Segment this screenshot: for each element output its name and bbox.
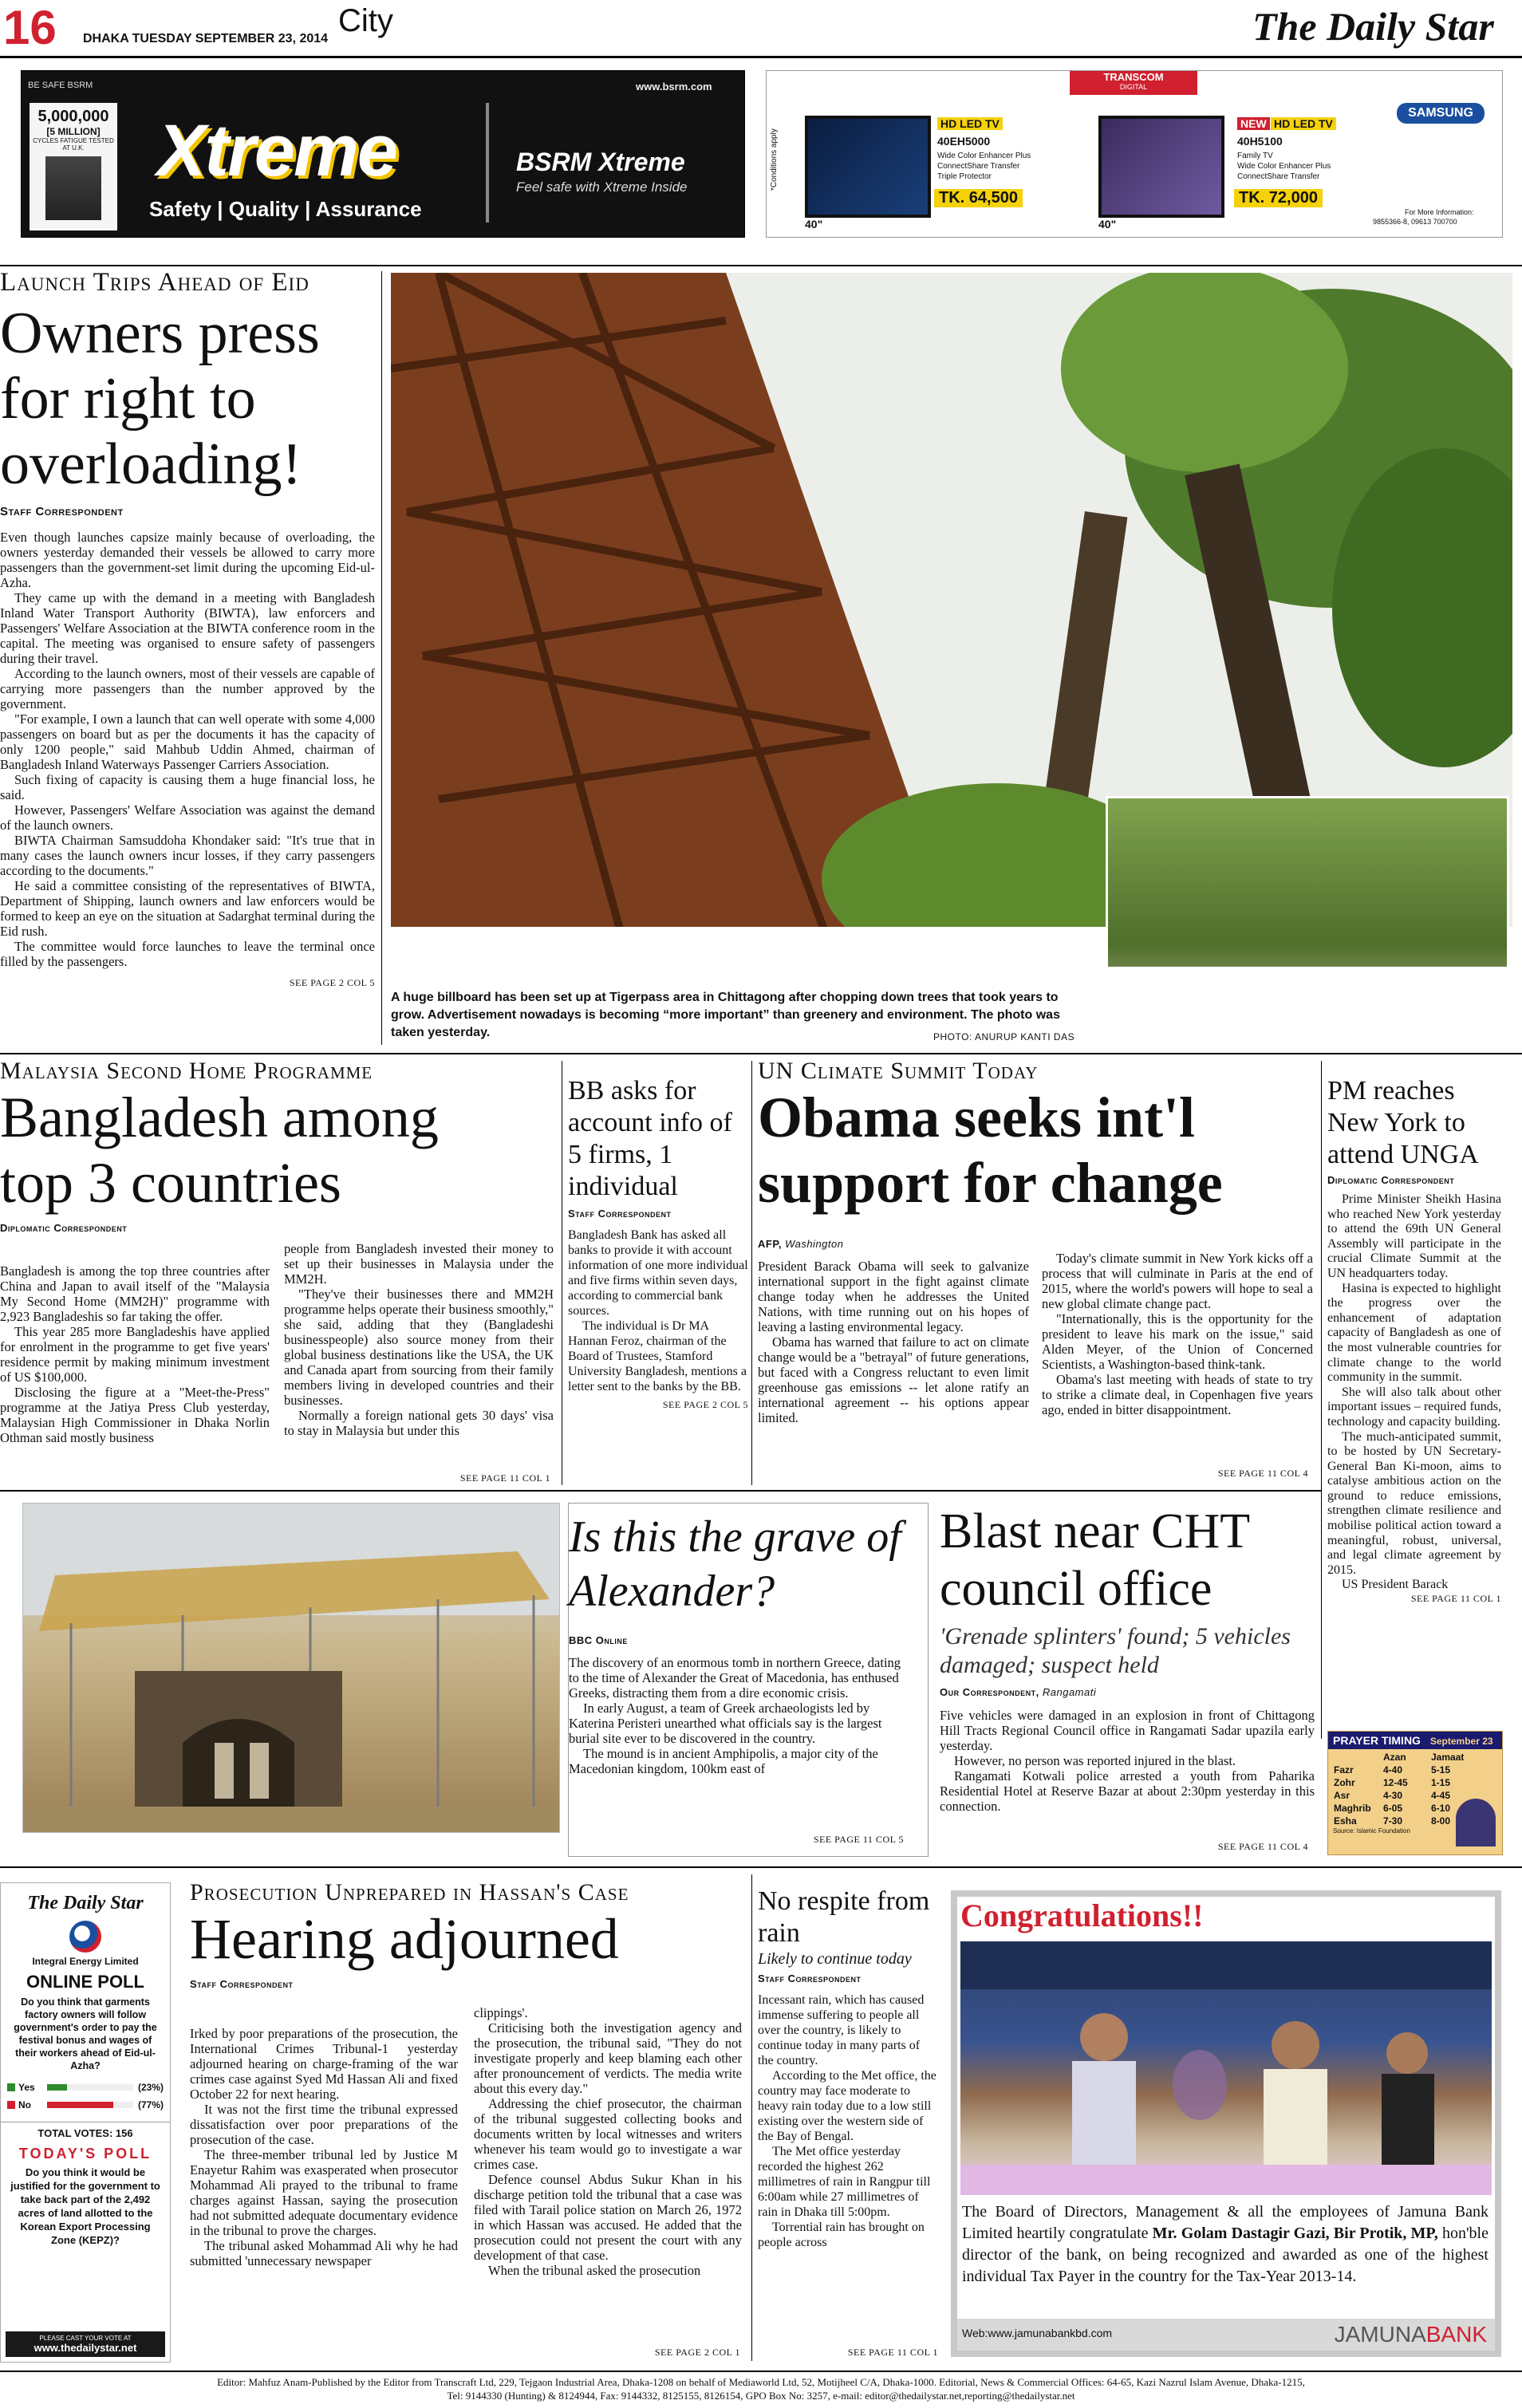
bsrm-logo2-sub: Feel safe with Xtreme Inside (516, 179, 688, 195)
paragraph: In early August, a team of Greek archaeologists led by Katerina Peristeri unearthed what officials say is the largest burial site ever to be discovered in the country. (569, 1701, 882, 1746)
tomb-photo-art (23, 1504, 559, 1832)
paragraph: The tribunal asked Mohammad Ali why he had submitted 'unnecessary newspaper (190, 2238, 458, 2268)
prayer-name: Asr (1334, 1790, 1350, 1801)
story-col-1 (0, 1263, 270, 1445)
poll-yes-value: (23%) (137, 2082, 164, 2093)
dateline: DHAKA TUESDAY SEPTEMBER 23, 2014 (83, 32, 329, 45)
tv1-feature: ConnectShare Transfer (937, 162, 1020, 171)
poll-cast-box[interactable] (6, 2331, 165, 2357)
congrats-text-pre: The Board of Directors, Management & all the employees of Jamuna Bank Limited heartily congratulate (962, 2203, 1488, 2242)
poll-yes-label: Yes (18, 2082, 35, 2093)
jamuna-logo (1335, 2322, 1487, 2347)
prayer-azan: 4-40 (1383, 1764, 1403, 1775)
poll-no-dot-icon (7, 2101, 15, 2109)
tv2-features (1237, 151, 1331, 182)
poll-no-value: (77%) (137, 2099, 164, 2110)
paragraph: He said a committee consisting of the representatives of BIWTA, Department of Shipping, launch owners and law enforcers would be formed to keep an eye on the situation at Sadarghat terminal during the Eid rush. (0, 878, 375, 939)
paragraph: Torrential rain has brought on people across (758, 2221, 925, 2249)
billboard-photo (391, 273, 1512, 967)
paragraph: Addressing the chief prosecutor, the chairman of the tribunal suggested collecting books and documents written by local witnesses and writers whenever his team would go to investigate a war crimes case. (474, 2096, 742, 2172)
poll-yes-bar (47, 2084, 67, 2091)
subhead: 'Grenade splinters' found; 5 vehicles damaged; suspect held (940, 1623, 1291, 1678)
headline: No respite from rain (758, 1886, 930, 1948)
hrule (0, 1866, 1522, 1868)
bsrm-brand: Xtreme (157, 110, 396, 191)
conditions-note: *Conditions apply (770, 128, 779, 191)
prayer-name: Zohr (1334, 1777, 1355, 1788)
congrats-text-post: hon'ble director of the bank, on being recognized and awarded as one of the highest individual Tax Payer in the country for the Tax-Year 2013-14. (962, 2225, 1488, 2285)
footer-rule (0, 2371, 1522, 2372)
bb-story (568, 1075, 748, 1411)
masthead (0, 0, 1522, 64)
paragraph: Criticising both the investigation agency and the prosecution, the tribunal said, "They do not investigate properly and keep blaming each other after pronouncement of verdicts. The media write about this every day." (474, 2020, 742, 2096)
poll-yes-track (47, 2084, 133, 2091)
bsrm-count: 5,000,000 (37, 108, 109, 125)
bsrm-small-logo: BE SAFE BSRM (28, 81, 93, 90)
see-page-link[interactable]: SEE PAGE 2 COL 5 (662, 1399, 748, 1410)
paragraph: Incessant rain, which has caused immense suffering to people all over the country, is likely to continue today in many parts of the country. (758, 1993, 925, 2067)
tv1-model: 40EH5000 (937, 135, 991, 148)
photo-credit: PHOTO: ANURUP KANTI DAS (933, 1031, 1075, 1042)
prayer-jamaat: 8-00 (1431, 1815, 1451, 1827)
paragraph: people from Bangladesh invested their money to set up their businesses in Malaysia under the MM2H. (284, 1241, 554, 1287)
tv1-feature: Triple Protector (937, 172, 992, 181)
paragraph: According to the launch owners, most of their vessels are capable of carrying more passengers than the number approved by the government. (0, 666, 375, 711)
poll-no-label: No (18, 2099, 31, 2110)
prayer-col: Jamaat (1431, 1752, 1465, 1763)
poll-title: ONLINE POLL (26, 1972, 144, 1992)
tomb-photo (22, 1503, 560, 1833)
paragraph: The individual is Dr MA Hannan Feroz, chairman of the Board of Trustees, Stamford University Bangladesh, mentions a letter sent to the banks by the BB. (568, 1319, 747, 1393)
byline-place: Rangamati (1042, 1686, 1097, 1698)
paragraph: The mound is in ancient Amphipolis, a major city of the Macedonian kingdom, 100km east of (569, 1746, 878, 1776)
prayer-date: September 23 (1429, 1736, 1493, 1747)
headline: Obama seeks int'l support for change (758, 1086, 1223, 1215)
pm-story (1327, 1075, 1501, 1605)
see-page-link[interactable]: SEE PAGE 2 COL 5 (289, 977, 375, 988)
alexander-story (568, 1503, 929, 1857)
masthead-rule (0, 56, 1522, 58)
info-label: For More Information: (1405, 208, 1474, 216)
paragraph: Hasina is expected to highlight the progress over the enhancement of adaptation capacity of Bangladesh as one of the most vulnerable countries for climate change to the world community in the summit. (1327, 1281, 1501, 1385)
photo-caption: A huge billboard has been set up at Tigerpass area in Chittagong after chopping down trees that took years to grow. Advertisement nowadays is becoming “more important” than greenery and environment. The photo was taken yesterday. (391, 991, 1060, 1039)
paragraph: Disclosing the figure at a "Meet-the-Press" programme at the Jatiya Press Club yesterday, Malaysian High Commissioner in Dhaka Norlin Othman said mostly business (0, 1385, 270, 1445)
tv1-features (937, 151, 1031, 182)
online-poll (0, 1882, 171, 2363)
paragraph: When the tribunal asked the prosecution (488, 2263, 701, 2278)
paragraph: BIWTA Chairman Samsuddoha Khondaker said: "It's true that in many cases the launch owners incur losses, if they carry passengers according to the documents." (0, 833, 375, 878)
story-body (940, 1708, 1315, 1814)
subhead: Likely to continue today (758, 1950, 912, 1968)
transcom-bar (1070, 71, 1197, 95)
info-phone: 9855366-8, 09613 700700 (1373, 218, 1457, 226)
paragraph: Bangladesh Bank has asked all banks to provide it with account information of one more individual and five firms within seven days, according to commercial bank sources. (568, 1228, 748, 1318)
poll-today-question: Do you think it would be justified for the government to take back part of the 2,492 acres of land allotted to the Korean Export Processing Zone (KEPZ)? (10, 2166, 160, 2246)
award-photo (960, 1941, 1492, 2195)
paragraph: Normally a foreign national gets 30 days' visa to stay in Malaysia but under this (284, 1408, 554, 1438)
prayer-azan: 7-30 (1383, 1815, 1403, 1827)
see-page-link[interactable]: SEE PAGE 11 COL 1 (847, 2347, 938, 2358)
poll-sponsor: Integral Energy Limited (32, 1956, 139, 1967)
hrule (0, 1490, 1321, 1492)
story-body (0, 530, 375, 969)
paragraph: It was not the first time the tribunal expressed dissatisfaction over poor preparations of the prosecution of the case. (190, 2102, 458, 2147)
poll-total: TOTAL VOTES: 156 (1, 2122, 170, 2139)
paragraph: Even though launches capsize mainly because of overloading, the owners yesterday demanded their vessels be allowed to carry more passengers than the government-set limit during the upcoming Eid-ul-Azha. (0, 530, 375, 590)
paragraph: Prime Minister Sheikh Hasina who reached New York yesterday to attend the 69th UN General Assembly will participate in the crucial Climate Summit at the UN headquarters today. (1327, 1192, 1501, 1280)
kicker: UN Climate Summit Today (758, 1058, 1039, 1084)
paragraph: Obama has warned that failure to act on climate change would be a "betrayal" of future generations, but faced with a Congress reluctant to even limit greenhouse gas emissions -- let alone ratify an international agreement -- his options appear limited. (758, 1334, 1029, 1425)
headline: BB asks for account info of 5 firms, 1 individual (568, 1076, 732, 1201)
tv2-tag: HD LED TV (1271, 117, 1336, 130)
headline: Hearing adjourned (190, 1907, 619, 1971)
bsrm-count-note: CYCLES FATIGUE TESTED AT U.K. (33, 137, 114, 152)
byline: Staff Correspondent (758, 1973, 862, 1984)
samsung-logo: SAMSUNG (1397, 103, 1485, 124)
see-page-link[interactable]: SEE PAGE 11 COL 1 (1410, 1593, 1501, 1605)
vrule (751, 1061, 752, 1485)
prayer-header (1328, 1732, 1502, 1749)
jamuna-logo-a: JAMUNA (1334, 2322, 1426, 2347)
paragraph: The Met office yesterday recorded the highest 262 millimetres of rain in Rangpur till 6:00am while 27 millimetres of rain in Dhaka till 5:00pm. (758, 2145, 931, 2219)
story-col-1 (190, 2026, 458, 2268)
cyclist-figure (45, 156, 101, 220)
inset-photo (1106, 796, 1509, 967)
tv1-feature: Wide Color Enhancer Plus (937, 152, 1031, 160)
bsrm-url: www.bsrm.com (636, 81, 712, 93)
poll-no-bar (47, 2102, 113, 2108)
byline-agency: AFP, (758, 1238, 782, 1250)
paragraph: Bangladesh is among the top three countries after China and Japan to avail itself of the "Malaysia My Second Home (MM2H)" programme with 2,923 Bangladeshis so far taking the offer. (0, 1263, 270, 1324)
byline-place: Washington (785, 1238, 844, 1250)
poll-paper-logo: The Daily Star (27, 1893, 144, 1913)
tv1-price: TK. 64,500 (934, 189, 1023, 207)
byline: Diplomatic Correspondent (1327, 1174, 1455, 1186)
vrule (751, 1874, 752, 2361)
prayer-title: PRAYER TIMING (1333, 1734, 1421, 1747)
headline: Is this the grave of Alexander? (569, 1512, 901, 1616)
award-photo-art (960, 1941, 1492, 2195)
paragraph: President Barack Obama will seek to galvanize international support in the fight against climate change today when he addresses the United Nations, with time running out on his hopes of leaving a lasting environmental legacy. (758, 1259, 1029, 1334)
transcom-sub: DIGITAL (1119, 83, 1148, 91)
kicker: Malaysia Second Home Programme (0, 1058, 373, 1084)
poll-question: Do you think that garments factory owners will follow government's order to pay the festival bonus and wages of their workers ahead of Eid-ul-Azha? (14, 1996, 157, 2071)
paragraph: The discovery of an enormous tomb in northern Greece, dating to the time of Alexander the Great of Macedonia, has enthused Greeks, distracting them from a dire economic crisis. (569, 1655, 901, 1701)
byline-name: Our Correspondent, (940, 1686, 1039, 1698)
paragraph: Irked by poor preparations of the prosecution, the International Crimes Tribunal-1 yesterday adjourned hearing on charge-framing of the war crimes case against Syed Md Hassan Ali and fixed October 22 for next hearing. (190, 2026, 458, 2102)
prayer-row (1333, 1789, 1478, 1802)
hrule (0, 1053, 1522, 1054)
paragraph: According to the Met office, the country may face moderate to heavy rain today due to a low still existing over the western side of the Bay of Bengal. (758, 2069, 936, 2143)
jamuna-web[interactable]: Web:www.jamunabankbd.com (962, 2327, 1113, 2339)
paragraph: "For example, I own a launch that can well operate with some 4,000 passengers on board but as per the documents it has the capacity of only 1200 people," said Mahbub Uddin Ahmed, chairman of Bangladesh Inland Waterways Passenger Carriers Association. (0, 711, 375, 772)
tv2-new-badge: NEW (1237, 117, 1270, 130)
poll-yes-row (7, 2082, 164, 2093)
paragraph: clippings'. (474, 2005, 528, 2020)
mosque-icon (1456, 1799, 1496, 1846)
paragraph: Rangamati Kotwali police arrested a youth from Paharika Residential Hotel at Reserve Bazar at about 2:30pm yesterday in this connection. (940, 1768, 1315, 1814)
headline: Blast near CHT council office (940, 1504, 1250, 1616)
malaysia-story (0, 1058, 558, 1488)
story-col-2 (1042, 1251, 1313, 1417)
prayer-row (1333, 1764, 1478, 1776)
tv2-screen (1098, 116, 1224, 218)
tv2-price: TK. 72,000 (1234, 189, 1323, 207)
see-page-link[interactable]: SEE PAGE 2 COL 1 (654, 2347, 740, 2358)
tv2-size: 40" (1098, 218, 1117, 231)
byline: Staff Correspondent (190, 1978, 294, 1990)
poll-cast-label: PLEASE CAST YOUR VOTE AT (39, 2335, 132, 2342)
byline: BBC Online (569, 1634, 628, 1646)
headline: Bangladesh among top 3 countries (0, 1086, 439, 1215)
paragraph: The three-member tribunal led by Justice M Enayetur Rahim was exasperated when prosecutor Mohammad Ali prayed to the tribunal to frame charges against Hassan, saying the prosecution had not submitted adequate documentary evidence in the tribunal to prove the charges. (190, 2147, 458, 2238)
story-body (758, 1992, 938, 2250)
paragraph: "They've their businesses there and MM2H programme helps operate their business smoothly," she said, adding that they (Bangladeshi businesspeople) also source money from their global business destinations like the USA, the UK and Canada apart from sourcing from their family members living in developed countries and their businesses. (284, 1287, 554, 1408)
vrule (1321, 1061, 1322, 1739)
story-body (569, 1655, 912, 1776)
paragraph: She will also talk about other important issues – required funds, technology and capacity building. (1327, 1385, 1501, 1429)
headline: PM reaches New York to attend UNGA (1327, 1076, 1479, 1169)
paragraph: Five vehicles were damaged in an explosion in front of Chittagong Hill Tracts Regional Council office in Rangamati Sadar upazila early yesterday. (940, 1708, 1315, 1753)
bsrm-count-sub: [5 MILLION] (46, 126, 101, 137)
prayer-jamaat: 5-15 (1431, 1764, 1451, 1775)
paragraph: Defence counsel Abdus Sukur Khan in his discharge petition told the tribunal that a case was filed with Tarail police station on March 26, 1972 in which Hassan was accused. He added that the prosecution could not present the court with any development of that case. (474, 2172, 742, 2263)
tv2-model: 40H5100 (1237, 135, 1283, 148)
story-body (1327, 1192, 1501, 1593)
kicker: Launch Trips Ahead of Eid (0, 268, 310, 297)
rain-story (758, 1886, 938, 2358)
jamuna-bank-ad (951, 1890, 1501, 2357)
story-col-2 (474, 2005, 742, 2278)
tv1-screen (805, 116, 931, 218)
see-page-link[interactable]: SEE PAGE 11 COL 4 (1217, 1468, 1308, 1479)
headline: Owners press for right to overloading! (0, 301, 320, 497)
prayer-jamaat: 4-45 (1431, 1790, 1451, 1801)
prayer-azan: 6-05 (1383, 1803, 1403, 1814)
prayer-name: Esha (1334, 1815, 1357, 1827)
imprint (0, 2375, 1522, 2402)
prayer-jamaat: 6-10 (1431, 1803, 1451, 1814)
poll-today-label: TODAY'S POLL (18, 2146, 152, 2162)
obama-story (758, 1058, 1320, 1488)
imprint-line-1: Editor: Mahfuz Anam-Published by the Editor from Transcraft Ltd, 229, Tejgaon Industrial Area, Dhaka-1208 on behalf of Mediaworld Ltd, 52, Motijheel C/A, Dhaka-1000. Editorial, News & Commercial Offices: 64-65, Kazi Nazrul Islam Avenue, Dhaka-1215, (217, 2376, 1305, 2388)
bsrm-logo2: BSRM Xtreme (516, 148, 685, 176)
transcom-name: TRANSCOM (1103, 71, 1164, 83)
honoree-name: Mr. Golam Dastagir Gazi, Bir Protik, MP, (1152, 2225, 1438, 2242)
byline (940, 1686, 1315, 1698)
page-number: 16 (3, 1, 57, 54)
byline: Staff Correspondent (568, 1208, 672, 1220)
kicker: Prosecution Unprepared in Hassan's Case (190, 1879, 629, 1906)
jamuna-footer (957, 2319, 1495, 2351)
byline: Diplomatic Correspondent (0, 1222, 128, 1234)
paragraph: This year 285 more Bangladeshis have applied for enrolment in the programme to get five years' residence permit by making minimum investment of US $100,000. (0, 1324, 270, 1385)
imprint-line-2: Tel: 9144330 (Hunting) & 8124944, Fax: 9144332, 8125155, 8126154, GPO Box No: 3257, e-mail: editor@thedailystar.net,reporting@thedailystar.net (447, 2390, 1075, 2402)
samsung-ad (766, 70, 1503, 238)
prayer-azan: 4-30 (1383, 1790, 1403, 1801)
byline: Staff Correspondent (0, 505, 124, 518)
integral-logo-icon (69, 1921, 101, 1953)
ads-rule (0, 265, 1522, 266)
tv2-feature: Family TV (1237, 152, 1273, 160)
prayer-row (1333, 1776, 1478, 1789)
story-col-1 (758, 1259, 1029, 1425)
paragraph: They came up with the demand in a meeting with Bangladesh Inland Water Transport Authority (BIWTA), law enforcers and Passengers' Welfare Association at the BIWTA conference room in the capital. The meeting was organised to ensure safety of passengers during their travel. (0, 590, 375, 666)
prayer-name: Maghrib (1334, 1803, 1371, 1814)
blast-story (940, 1503, 1315, 1857)
paragraph: Today's climate summit in New York kicks off a process that will culminate in Paris at the end of 2015, where the world's powers will hope to seal a new global climate change pact. (1042, 1251, 1313, 1311)
launch-story (0, 268, 375, 1050)
see-page-link[interactable]: SEE PAGE 11 COL 4 (1217, 1841, 1308, 1852)
poll-yes-dot-icon (7, 2083, 15, 2091)
paragraph: "Internationally, this is the opportunity for the president to leave his mark on the issue," said Alden Meyer, of the Union of Concerned Scientists, a Washington-based think-tank. (1042, 1311, 1313, 1372)
tv1-size: 40" (805, 218, 823, 231)
see-page-link[interactable]: SEE PAGE 11 COL 1 (459, 1472, 550, 1484)
prayer-azan: 12-45 (1383, 1777, 1408, 1788)
bsrm-count-box (30, 103, 117, 231)
poll-url[interactable]: www.thedailystar.net (34, 2342, 137, 2354)
poll-no-track (47, 2102, 133, 2108)
vrule (381, 271, 382, 1045)
paragraph: Obama's last meeting with heads of state to try to strike a climate deal, in Copenhagen five years ago, ended in bitter disappointment. (1042, 1372, 1313, 1417)
paragraph: However, Passengers' Welfare Association was against the demand of the launch owners. (0, 802, 375, 833)
bsrm-divider (486, 103, 489, 223)
paragraph: However, no person was reported injured in the blast. (954, 1753, 1236, 1768)
paragraph: The committee would force launches to leave the terminal once filled by the passengers. (0, 939, 375, 969)
story-col-2 (284, 1241, 554, 1438)
prayer-col: Azan (1383, 1752, 1406, 1763)
tv2-feature: ConnectShare Transfer (1237, 172, 1320, 181)
prayer-timing-box (1327, 1731, 1503, 1855)
paragraph: Such fixing of capacity is causing them a huge financial loss, he said. (0, 772, 375, 802)
paragraph: US President Barack (1342, 1578, 1449, 1592)
poll-no-row (7, 2099, 164, 2110)
paragraph: The much-anticipated summit, to be hosted by UN Secretary-General Ban Ki-moon, aims to catalyse ambitious action on the ground to reduce emissions, strengthen climate resilience and mobilise political action toward a meaningful, robust, universal, and legal climate agreement by 2015. (1327, 1429, 1501, 1577)
jamuna-logo-b: BANK (1425, 2322, 1487, 2347)
prayer-col (1333, 1751, 1382, 1764)
bsrm-ad (21, 70, 745, 238)
prayer-jamaat: 1-15 (1431, 1777, 1451, 1788)
bsrm-tagline: Safety | Quality | Assurance (149, 197, 422, 221)
prayer-name: Fazr (1334, 1764, 1354, 1775)
hearing-story (190, 1879, 748, 2366)
byline (758, 1238, 843, 1250)
see-page-link[interactable]: SEE PAGE 11 COL 5 (813, 1834, 904, 1845)
prayer-source: Source: Islamic Foundation (1333, 1827, 1410, 1835)
congrats-title: Congratulations!! (960, 1898, 1204, 1933)
story-body (568, 1228, 748, 1394)
tv2-feature: Wide Color Enhancer Plus (1237, 162, 1331, 171)
paper-logo: The Daily Star (1252, 4, 1494, 49)
tv1-tag: HD LED TV (937, 117, 1003, 130)
prayer-header-row (1333, 1751, 1478, 1764)
congrats-text (962, 2201, 1488, 2288)
section-name: City (338, 3, 393, 38)
